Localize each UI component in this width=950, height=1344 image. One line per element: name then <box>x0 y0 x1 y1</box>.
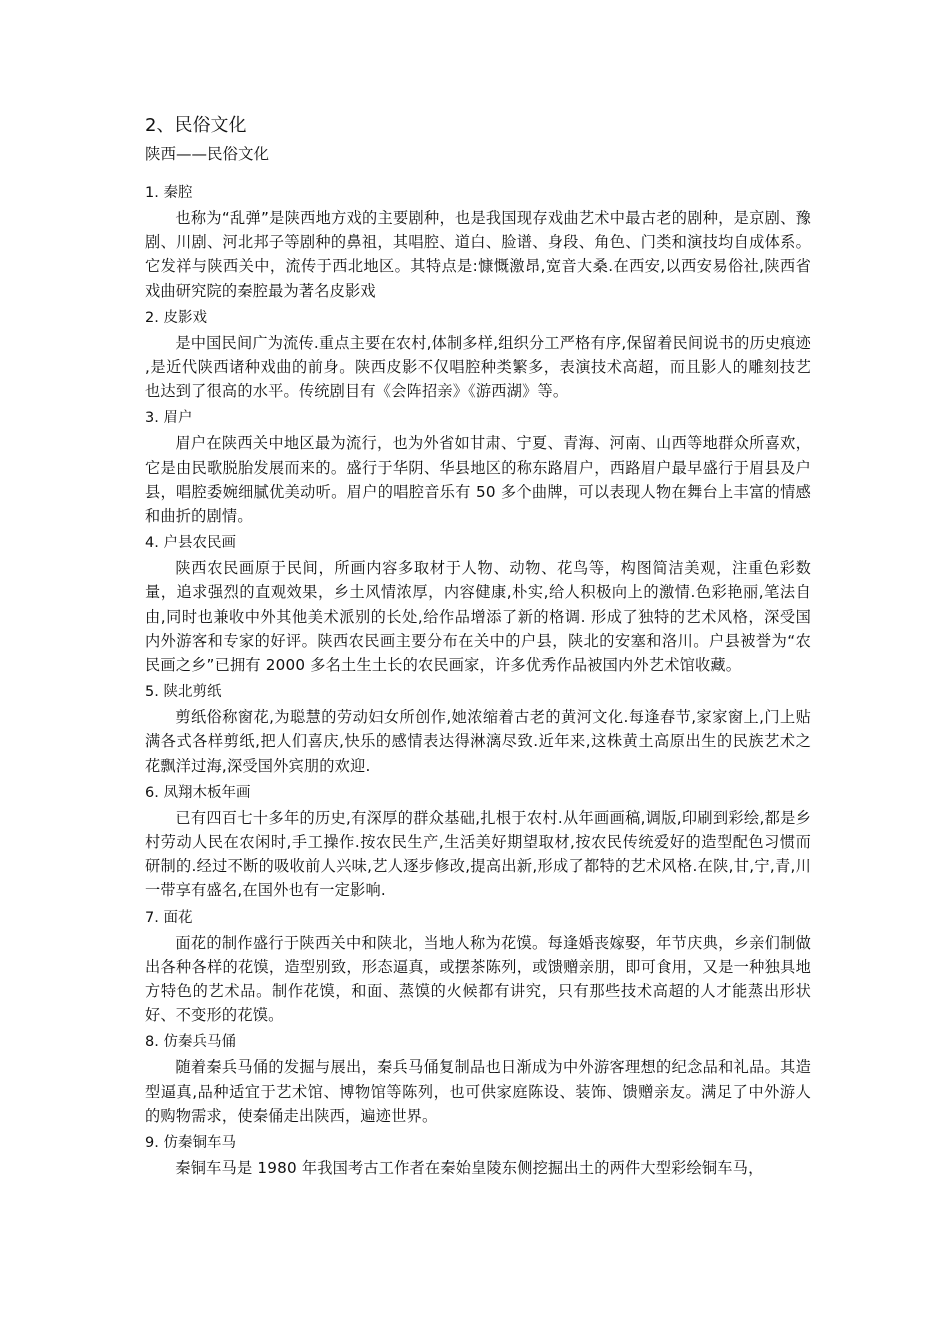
document-title: 2、民俗文化 <box>145 115 247 136</box>
section-paragraph: 也称为“乱弹”是陕西地方戏的主要剧种，也是我国现存戏曲艺术中最古老的剧种，是京剧、豫剧、川剧、河北邦子等剧种的鼻祖，其唱腔、道白、脸谱、身段、角色、门类和演技均自成体系。它发祥与陕西关中，流传于西北地区。其特点是:慷慨激昂,宽音大桑.在西安,以西安易俗社,陕西省戏曲研究院的秦腔最为著名皮影戏 <box>145 209 811 300</box>
section-heading: 3. 眉户 <box>145 410 193 427</box>
section-heading: 1. 秦腔 <box>145 185 193 201</box>
section-heading: 8. 仿秦兵马俑 <box>145 1034 236 1051</box>
section-paragraph: 陕西农民画原于民间，所画内容多取材于人物、动物、花鸟等，构图简洁美观，注重色彩数量，追求强烈的直观效果，乡土风情浓厚，内容健康,朴实,给人积极向上的激情.色彩艳丽,笔法自由,同时也兼收中外其他美术派别的长处,给作品增添了新的格调. 形成了独特的艺术风格，深受国内外游客和专家的好评。陕西农民画主要分布在关中的户县，陕北的安塞和洛川。户县被誉为“农民画之乡”已拥有 2000 多名土生土长的农民画家，许多优秀作品被国内外艺术馆收藏。 <box>145 559 811 675</box>
document-subtitle: 陕西——民俗文化 <box>145 145 270 163</box>
section-paragraph: 面花的制作盛行于陕西关中和陕北，当地人称为花馍。每逢婚丧嫁娶，年节庆典，乡亲们制做出各种各样的花馍，造型别致，形态逼真，或摆茶陈列，或馈赠亲朋，即可食用，又是一种独具地方特色的艺术品。制作花馍，和面、蒸馍的火候都有讲究，只有那些技术高超的人才能蒸出形状好、不变形的花馍。 <box>145 933 811 1025</box>
section-heading: 5. 陕北剪纸 <box>145 684 222 701</box>
section-piyingxi <box>145 307 811 404</box>
section-paragraph: 秦铜车马是 1980 年我国考古工作者在秦始皇陵东侧挖掘出土的两件大型彩绘铜车马， <box>175 1159 764 1178</box>
section-paragraph: 随着秦兵马俑的发掘与展出，秦兵马俑复制品也日渐成为中外游客理想的纪念品和礼品。其造型逼真,品种适宜于艺术馆、博物馆等陈列，也可供家庭陈设、装饰、馈赠亲友。满足了中外游人的购物需求，使秦俑走出陕西，遍迹世界。 <box>145 1058 811 1125</box>
section-heading: 6. 凤翔木板年画 <box>145 784 251 801</box>
section-bronze-chariot-replica <box>145 1132 811 1180</box>
section-paragraph: 眉户在陕西关中地区最为流行，也为外省如甘肃、宁夏、青海、河南、山西等地群众所喜欢，它是由民歌脱胎发展而来的。盛行于华阴、华县地区的称东路眉户，西路眉户最早盛行于眉县及户县，唱腔委婉细腻优美动听。眉户的唱腔音乐有 50 多个曲牌，可以表现人物在舞台上丰富的情感和曲折的剧情。 <box>145 434 811 526</box>
section-paragraph: 剪纸俗称窗花,为聪慧的劳动妇女所创作,她浓缩着古老的黄河文化.每逢春节,家家窗上,门上贴满各式各样剪纸,把人们喜庆,快乐的感情表达得淋漓尽致.近年来,这株黄土高原出生的民族艺术之花飘洋过海,深受国外宾朋的欢迎. <box>145 708 811 775</box>
section-qinqiang <box>145 182 811 303</box>
section-paragraph: 已有四百七十多年的历史,有深厚的群众基础,扎根于农村.从年画画稿,调版,印刷到彩绘,都是乡村劳动人民在农闲时,手工操作.按农民生产,生活美好期望取材,按农民传统爱好的造型配色习惯而研制的.经过不断的吸收前人兴味,艺人逐步修改,提高出新,形成了都特的艺术风格.在陕,甘,宁,青,川一带享有盛名,在国外也有一定影响. <box>145 808 811 900</box>
document-page <box>145 112 811 1180</box>
section-paragraph: 是中国民间广为流传.重点主要在农村,体制多样,组织分工严格有序,保留着民间说书的历史痕迹 ,是近代陕西诸种戏曲的前身。陕西皮影不仅唱腔种类繁多，表演技术高超，而且影人的雕刻技艺也达到了很高的水平。传统剧目有《会阵招亲》《游西湖》等。 <box>145 333 812 401</box>
section-heading: 9. 仿秦铜车马 <box>145 1135 236 1152</box>
section-mianhua <box>145 907 811 1028</box>
section-huxian-peasant-painting <box>145 532 811 677</box>
section-shanbei-papercut <box>145 681 811 778</box>
section-fengxiang-woodblock <box>145 782 811 903</box>
section-meihu <box>145 407 811 528</box>
section-heading: 4. 户县农民画 <box>145 535 236 552</box>
section-heading: 2. 皮影戏 <box>145 309 207 326</box>
section-terracotta-replica <box>145 1031 811 1128</box>
section-heading: 7. 面花 <box>145 909 193 926</box>
